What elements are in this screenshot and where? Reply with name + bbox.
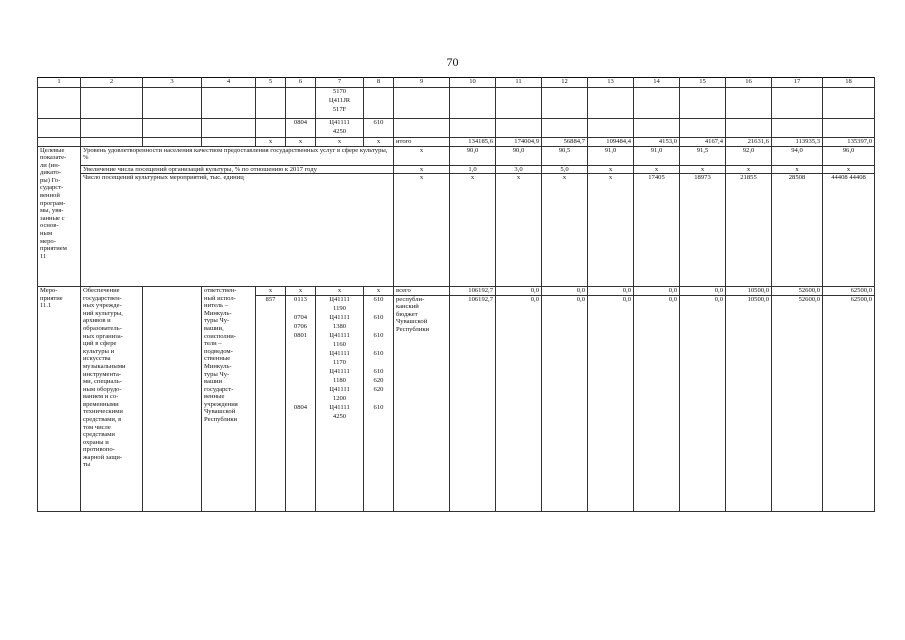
text-line: ственные — [204, 355, 231, 363]
text-line: тели – — [204, 340, 222, 348]
text-line: музыкальными — [83, 362, 126, 370]
text-line: инструмента- — [83, 370, 122, 378]
text-line: техническими — [83, 408, 123, 416]
header-col-6: 6 — [286, 78, 316, 88]
header-col-17: 17 — [772, 78, 823, 88]
text-line: искусства — [83, 355, 111, 363]
text-line: ний культуры, — [83, 309, 123, 317]
budget-table — [37, 77, 875, 512]
text-line: канский — [396, 303, 419, 311]
text-line: республи- — [396, 295, 425, 303]
header-col-18: 18 — [823, 78, 875, 88]
target-row-1: Целевые показате- ли (ин- дикато- ры) Го- сударст- венной програм- мы, увя- занные с основ- ным меро- приятием 11 Уровень удовлетворенности населения качеством предоставления государственных услуг в сфере культуры, % x 90,0 90,0 90,5 91,0 91,0 91,5 92,0 94,0 96,0 — [38, 146, 875, 165]
text-line: Минкуль- — [204, 309, 232, 317]
continuation-row-2: 0804 Ц41111 4250 610 — [38, 119, 875, 138]
text-line: туры Чу- — [204, 317, 230, 325]
measure-total-row: Меро- приятие 11.1 Обеспечение государствен- ных учрежде- ний культуры, архивов и образователь- ных организа- ций в сфере культуры и искусства музыкальными инструмента- ми, специаль- ным оборудо- ванием и со- временными техническими средствами, в том числе средствами охраны и противопо- жарной защи- ты ответствен- ный испол- нитель – Минкуль- туры Чу- вашии, соисполни- тели – подведом- ственные Минкуль- туры Чу- вашии государст- венные учреждения Чувашской Республики x x x x всего 106192,7 0,0 0,0 0,0 0,0 0,0 10500,0 52600,0 62500,0 — [38, 287, 875, 296]
expense-codes: 610 610 610 610 610 620 620 610 — [364, 295, 394, 511]
target-text-3: Число посещений культурных мероприятий, тыс. единиц — [81, 174, 394, 287]
text-line: 11 — [40, 252, 47, 260]
header-col-4: 4 — [202, 78, 256, 88]
header-row — [38, 78, 875, 88]
text-line: ных учрежде- — [83, 302, 122, 310]
text-line: меро- — [40, 237, 56, 245]
page-number: 70 — [446, 55, 459, 69]
text-line: приятие — [40, 294, 63, 302]
text-line: Обеспечение — [83, 287, 120, 295]
text-line: Целевые — [40, 146, 65, 154]
text-line: венные — [204, 393, 225, 401]
header-col-11: 11 — [496, 78, 542, 88]
header-col-3: 3 — [143, 78, 202, 88]
measure-rb-row: 857 0113 0704 0706 0801 0804 Ц41111 1190 Ц41111 1380 Ц41111 1160 Ц41111 1170 Ц41111 1180 Ц41111 1200 Ц41111 4250 610 610 610 610 610 620 620 610 республи- канский бюджет Чувашской Республики 106192,7 0,0 0,0 0,0 0,0 0,0 10500,0 52600,0 62500,0 — [38, 295, 875, 511]
header-col-13: 13 — [588, 78, 634, 88]
header-col-5: 5 — [256, 78, 286, 88]
code-cell: 5170 Ц411JR 517F — [316, 88, 364, 119]
target-row-2: Увеличение числа посещений организаций культуры, % по отношению к 2017 году x 1,0 3,0 5,0 x x x x x x — [38, 165, 875, 174]
text-line: противопо- — [83, 446, 115, 454]
total-row: x x x x итого 134185,6 174004,9 56884,7 109484,4 4153,0 4167,4 21631,6 113935,3 135397,0 — [38, 138, 875, 147]
continuation-row — [38, 88, 875, 119]
text-line: ты — [83, 461, 91, 469]
text-line: показате- — [40, 154, 67, 162]
text-line: жарной защи- — [83, 453, 123, 461]
text-line: ным оборудо- — [83, 385, 122, 393]
text-line: Чувашской — [396, 318, 428, 326]
text-line: Республики — [396, 326, 430, 334]
funding-source — [394, 295, 450, 511]
header-col-7: 7 — [316, 78, 364, 88]
header-col-12: 12 — [542, 78, 588, 88]
text-line: образователь- — [83, 325, 122, 333]
text-line: ных организа- — [83, 332, 123, 340]
text-line: приятием — [40, 245, 67, 253]
text-line: бюджет — [396, 310, 418, 318]
header-col-8: 8 — [364, 78, 394, 88]
target-codes: Ц41111 1190 Ц41111 1380 Ц41111 1160 Ц41111 1170 Ц41111 1180 Ц41111 1200 Ц41111 4250 — [316, 295, 364, 511]
text-line: вашии — [204, 378, 223, 386]
target-text-2: Увеличение числа посещений организаций культуры, % по отношению к 2017 году — [81, 165, 394, 174]
text-line: вашии, — [204, 325, 224, 333]
text-line: средствами, в — [83, 415, 122, 423]
text-line: Республики — [204, 415, 238, 423]
text-line: Чувашской — [204, 408, 236, 416]
targets-label — [38, 146, 81, 287]
text-line: государст- — [204, 385, 234, 393]
header-col-9: 9 — [394, 78, 450, 88]
header-col-14: 14 — [634, 78, 680, 88]
text-line: туры Чу- — [204, 370, 230, 378]
text-line: ным — [40, 229, 53, 237]
text-line: ций в сфере — [83, 340, 117, 348]
header-col-16: 16 — [726, 78, 772, 88]
text-line: ми, специаль- — [83, 378, 122, 386]
text-line: временными — [83, 400, 119, 408]
header-col-10: 10 — [450, 78, 496, 88]
text-line: ры) Го- — [40, 176, 61, 184]
text-line: Меро- — [40, 287, 58, 295]
text-line: Минкуль- — [204, 362, 232, 370]
text-line: ответствен- — [204, 287, 237, 295]
total-label: итого — [394, 138, 450, 147]
text-line: 11.1 — [40, 302, 52, 310]
text-line: сударст- — [40, 184, 64, 192]
target-row-3: Число посещений культурных мероприятий, тыс. единиц x x x x x 17405 18973 21855 28508 44408 44408 — [38, 174, 875, 287]
text-line: учреждения — [204, 400, 238, 408]
text-line: нитель – — [204, 302, 229, 310]
text-line: охраны и — [83, 438, 109, 446]
text-line: занные с — [40, 214, 65, 222]
text-line: культуры и — [83, 347, 115, 355]
text-line: соисполни- — [204, 332, 236, 340]
text-line: подведом- — [204, 347, 233, 355]
text-line: том числе — [83, 423, 111, 431]
header-col-1: 1 — [38, 78, 81, 88]
text-line: основ- — [40, 222, 59, 230]
text-line: архивов и — [83, 317, 111, 325]
header-col-2: 2 — [81, 78, 143, 88]
text-line: програм- — [40, 199, 66, 207]
text-line: ный испол- — [204, 294, 236, 302]
text-line: средствами — [83, 431, 115, 439]
text-line: дикато- — [40, 169, 62, 177]
section-codes: 0113 0704 0706 0801 0804 — [286, 295, 316, 511]
measure-label — [38, 287, 81, 512]
text-line: ли (ин- — [40, 161, 60, 169]
measure-responsible — [202, 287, 256, 512]
text-line: ванием и со- — [83, 393, 119, 401]
text-line: государствен- — [83, 294, 122, 302]
header-col-15: 15 — [680, 78, 726, 88]
text-line: мы, увя- — [40, 207, 64, 215]
text-line: венной — [40, 192, 60, 200]
target-text-1: Уровень удовлетворенности населения качеством предоставления государственных услуг в сфере культуры, % — [81, 146, 394, 165]
measure-name — [81, 287, 143, 512]
